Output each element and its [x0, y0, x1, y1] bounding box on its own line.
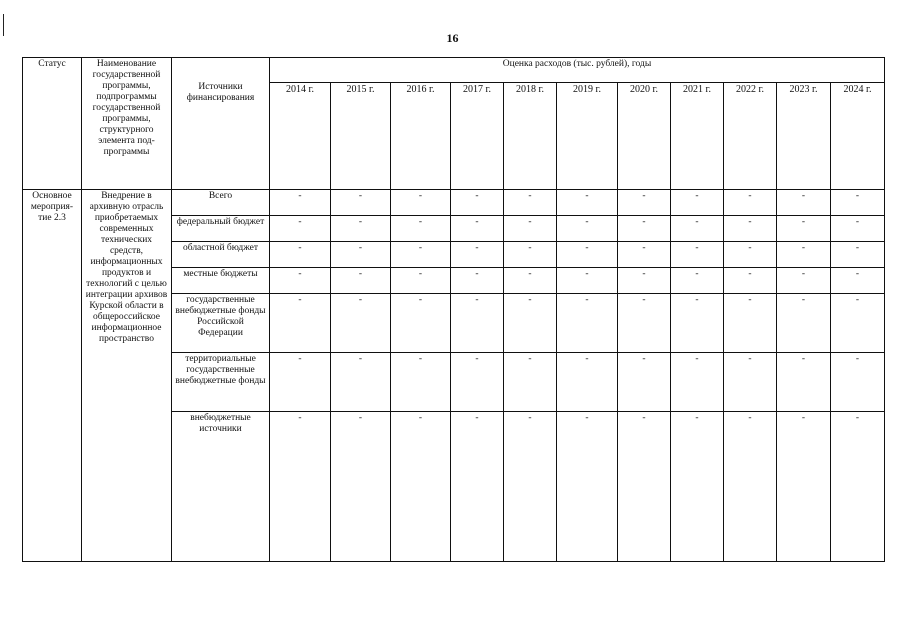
- value-cell: -: [831, 190, 885, 216]
- value-cell: -: [331, 216, 391, 242]
- funding-source-cell: федеральный бюджет: [172, 216, 270, 242]
- value-cell: -: [451, 216, 504, 242]
- value-cell: -: [671, 412, 724, 562]
- year-header: 2022 г.: [724, 83, 777, 190]
- value-cell: -: [671, 294, 724, 353]
- value-cell: -: [451, 242, 504, 268]
- value-cell: -: [331, 242, 391, 268]
- value-cell: -: [671, 353, 724, 412]
- value-cell: -: [270, 242, 331, 268]
- value-cell: -: [331, 294, 391, 353]
- year-header: 2015 г.: [331, 83, 391, 190]
- value-cell: -: [557, 268, 618, 294]
- value-cell: -: [777, 353, 831, 412]
- value-cell: -: [270, 294, 331, 353]
- year-header: 2024 г.: [831, 83, 885, 190]
- value-cell: -: [618, 216, 671, 242]
- value-cell: -: [504, 268, 557, 294]
- value-cell: -: [557, 294, 618, 353]
- year-header: 2023 г.: [777, 83, 831, 190]
- funding-source-cell: местные бюджеты: [172, 268, 270, 294]
- value-cell: -: [504, 242, 557, 268]
- value-cell: -: [270, 412, 331, 562]
- value-cell: -: [270, 190, 331, 216]
- value-cell: -: [331, 190, 391, 216]
- value-cell: -: [504, 190, 557, 216]
- value-cell: -: [618, 190, 671, 216]
- value-cell: -: [777, 268, 831, 294]
- value-cell: -: [831, 216, 885, 242]
- value-cell: -: [618, 412, 671, 562]
- value-cell: -: [724, 242, 777, 268]
- value-cell: -: [724, 294, 777, 353]
- year-header: 2020 г.: [618, 83, 671, 190]
- value-cell: -: [331, 268, 391, 294]
- value-cell: -: [391, 190, 451, 216]
- sources-header-label: Источники финансирования: [186, 82, 255, 103]
- year-header: 2016 г.: [391, 83, 451, 190]
- value-cell: -: [671, 216, 724, 242]
- value-cell: -: [557, 412, 618, 562]
- value-cell: -: [391, 216, 451, 242]
- value-cell: -: [724, 216, 777, 242]
- value-cell: -: [270, 268, 331, 294]
- value-cell: -: [331, 412, 391, 562]
- value-cell: -: [618, 268, 671, 294]
- year-header: 2017 г.: [451, 83, 504, 190]
- value-cell: -: [391, 268, 451, 294]
- value-cell: -: [391, 412, 451, 562]
- activity-name-cell: Внедрение в архивную отрасль приобретаемых современных технических средств, информационных продуктов и технологий с целью интеграции архивов Курской области в общероссийское информационное пространство: [82, 190, 172, 562]
- value-cell: -: [777, 412, 831, 562]
- status-header: Статус: [23, 58, 82, 190]
- value-cell: -: [451, 353, 504, 412]
- value-cell: -: [391, 294, 451, 353]
- value-cell: -: [724, 412, 777, 562]
- value-cell: -: [724, 268, 777, 294]
- value-cell: -: [391, 242, 451, 268]
- funding-source-cell: областной бюджет: [172, 242, 270, 268]
- page-number: 16: [446, 31, 459, 45]
- expenditure-table: [22, 57, 885, 562]
- name-header: Наименование государственной программы, подпрограммы государственной программы, структурного элемента под-программы: [82, 58, 172, 190]
- funding-source-cell: Всего: [172, 190, 270, 216]
- value-cell: -: [618, 353, 671, 412]
- value-cell: -: [831, 242, 885, 268]
- value-cell: -: [671, 242, 724, 268]
- value-cell: -: [451, 294, 504, 353]
- value-cell: -: [777, 190, 831, 216]
- value-cell: -: [451, 190, 504, 216]
- header-row: [23, 58, 885, 83]
- table-body: [23, 190, 885, 562]
- value-cell: -: [671, 268, 724, 294]
- value-cell: -: [557, 242, 618, 268]
- value-cell: -: [504, 353, 557, 412]
- value-cell: -: [504, 216, 557, 242]
- value-cell: -: [557, 216, 618, 242]
- value-cell: -: [557, 353, 618, 412]
- value-cell: -: [504, 412, 557, 562]
- value-cell: -: [671, 190, 724, 216]
- value-cell: -: [331, 353, 391, 412]
- value-cell: -: [724, 190, 777, 216]
- funding-source-cell: государственные внебюджетные фонды Российской Федерации: [172, 294, 270, 353]
- value-cell: -: [451, 412, 504, 562]
- value-cell: -: [270, 353, 331, 412]
- value-cell: -: [777, 216, 831, 242]
- value-cell: -: [831, 412, 885, 562]
- value-cell: -: [557, 190, 618, 216]
- value-cell: -: [831, 353, 885, 412]
- year-header: 2014 г.: [270, 83, 331, 190]
- funding-source-cell: территориальные государственные внебюджетные фонды: [172, 353, 270, 412]
- funding-source-cell: внебюджетные источники: [172, 412, 270, 562]
- value-cell: -: [391, 353, 451, 412]
- sources-header: [172, 58, 270, 190]
- value-cell: -: [451, 268, 504, 294]
- value-cell: -: [618, 294, 671, 353]
- value-cell: -: [831, 294, 885, 353]
- value-cell: -: [724, 353, 777, 412]
- status-cell: Основное мероприя-тие 2.3: [23, 190, 82, 562]
- table-row: [23, 190, 885, 216]
- estimate-header: Оценка расходов (тыс. рублей), годы: [270, 58, 885, 83]
- value-cell: -: [777, 242, 831, 268]
- value-cell: -: [831, 268, 885, 294]
- value-cell: -: [777, 294, 831, 353]
- value-cell: -: [504, 294, 557, 353]
- value-cell: -: [618, 242, 671, 268]
- year-header: 2018 г.: [504, 83, 557, 190]
- year-header: 2021 г.: [671, 83, 724, 190]
- value-cell: -: [270, 216, 331, 242]
- year-header: 2019 г.: [557, 83, 618, 190]
